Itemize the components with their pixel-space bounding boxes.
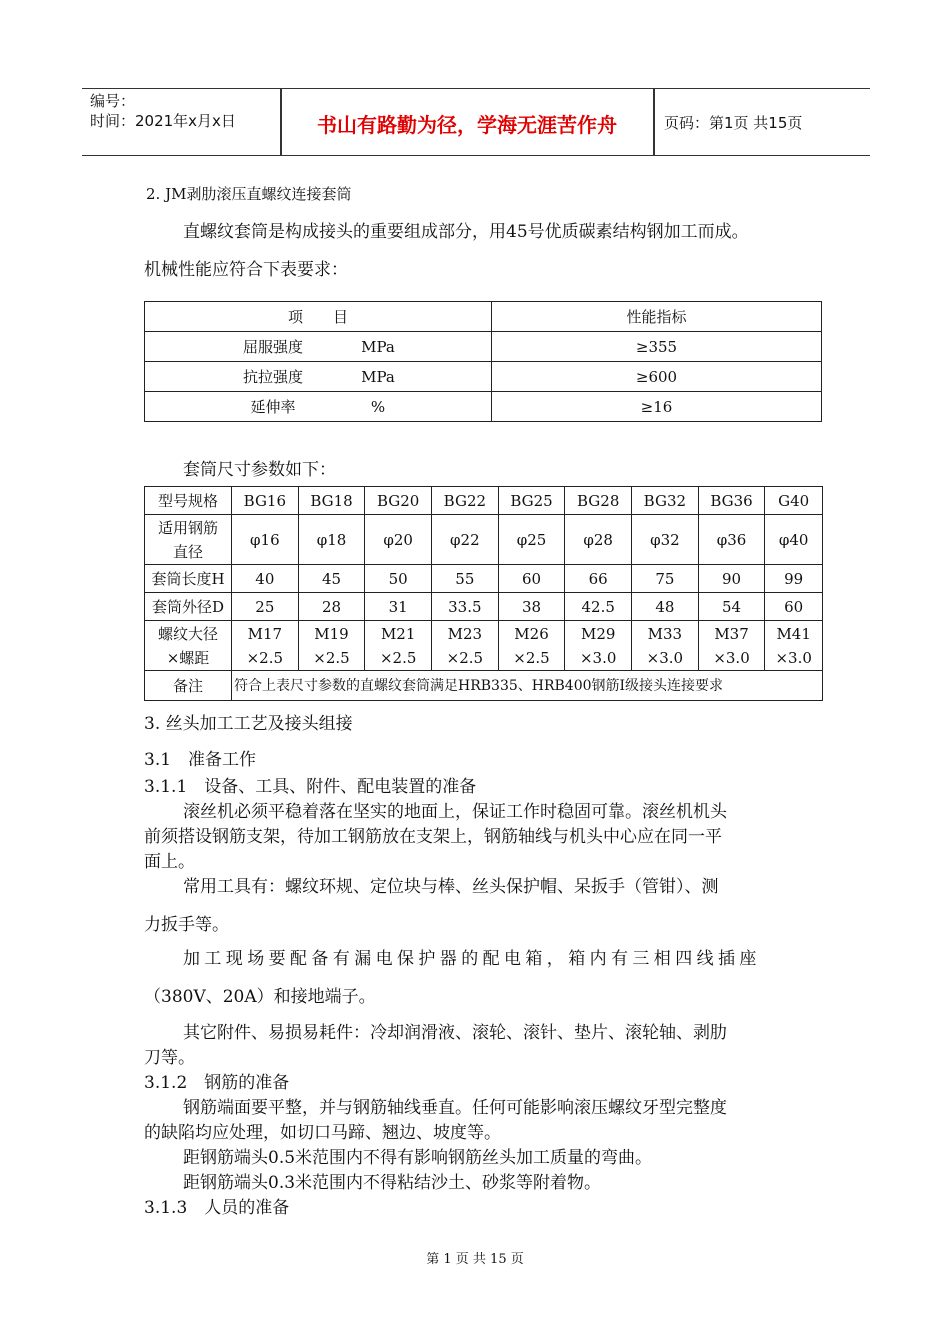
- row-label: 套筒外径D: [145, 593, 232, 621]
- table-cell: 31: [365, 593, 432, 621]
- table-row: [145, 332, 822, 362]
- thread-size: M26: [514, 624, 549, 643]
- table-header-cell: BG32: [632, 487, 699, 515]
- table-header-cell: BG22: [432, 487, 499, 515]
- paragraph-line: 加工现场要配备有漏电保护器的配电箱，箱内有三相四线插座: [183, 949, 761, 969]
- table-row: [145, 565, 823, 593]
- row-label-line: 适用钢筋: [157, 518, 218, 537]
- table-cell: φ20: [365, 515, 432, 565]
- table-row: [145, 515, 823, 565]
- table-cell: 45: [298, 565, 365, 593]
- paragraph-line: 常用工具有：螺纹环规、定位块与棒、丝头保护帽、呆扳手（管钳）、测: [183, 877, 719, 897]
- thread-size: M29: [580, 624, 616, 643]
- header-meta: [90, 91, 236, 131]
- table-cell: 66: [565, 565, 632, 593]
- header-page-code: 页码：第1页 共15页: [664, 114, 803, 132]
- table-cell: ≥355: [492, 332, 822, 362]
- thread-size: M37: [714, 624, 749, 643]
- table-cell: φ28: [565, 515, 632, 565]
- table-header-cell: 性能指标: [492, 302, 822, 332]
- table-cell: φ16: [232, 515, 299, 565]
- table-cell: [565, 621, 632, 671]
- table-header-cell: BG28: [565, 487, 632, 515]
- table-header-cell: BG25: [498, 487, 565, 515]
- property-unit: %: [370, 398, 386, 416]
- thread-pitch: ×2.5: [446, 648, 484, 667]
- paragraph-line: 机械性能应符合下表要求：: [144, 260, 348, 280]
- thread-pitch: ×2.5: [313, 648, 350, 667]
- table-cell: [432, 621, 499, 671]
- subsection-title: 3.1 准备工作: [144, 750, 257, 770]
- thread-size: M19: [314, 624, 349, 643]
- table-cell: [145, 332, 492, 362]
- paragraph-line: 力扳手等。: [144, 915, 229, 935]
- table-header-row: [145, 487, 823, 515]
- table-header-cell: G40: [765, 487, 823, 515]
- subsection-title: 3.1.3 人员的准备: [144, 1198, 290, 1218]
- table-row: [145, 671, 823, 701]
- row-label-line: 直径: [172, 542, 203, 561]
- table-row: [145, 593, 823, 621]
- thread-pitch: ×3.0: [713, 648, 750, 667]
- table-cell: φ22: [432, 515, 499, 565]
- paragraph-line: 前须搭设钢筋支架，待加工钢筋放在支架上，钢筋轴线与机头中心应在同一平: [144, 827, 722, 847]
- table-cell: [498, 621, 565, 671]
- table-cell: [632, 621, 699, 671]
- section-3-title: 3. 丝头加工工艺及接头组接: [144, 714, 353, 734]
- thread-size: M23: [447, 624, 483, 643]
- thread-pitch: ×2.5: [246, 648, 284, 667]
- paragraph-line: 直螺纹套筒是构成接头的重要组成部分，用45号优质碳素结构钢加工而成。: [183, 222, 749, 242]
- document-header: [82, 88, 870, 156]
- table-cell: [232, 621, 299, 671]
- thread-size: M21: [380, 624, 416, 643]
- table-header-cell: BG20: [365, 487, 432, 515]
- paragraph-line: 刀等。: [144, 1048, 195, 1068]
- thread-size: M41: [776, 624, 811, 643]
- thread-pitch: ×3.0: [646, 648, 684, 667]
- table-header-cell: 项 目: [145, 302, 492, 332]
- table-cell: [765, 621, 823, 671]
- table-cell: 55: [432, 565, 499, 593]
- paragraph-line: 面上。: [144, 852, 195, 872]
- table-cell: 90: [698, 565, 765, 593]
- table-row: [145, 362, 822, 392]
- subsection-title: 3.1.1 设备、工具、附件、配电装置的准备: [144, 777, 477, 797]
- table-cell: [298, 621, 365, 671]
- property-unit: MPa: [361, 368, 395, 386]
- dimensions-table: [144, 486, 823, 701]
- row-label-line: ×螺距: [166, 648, 210, 667]
- table-header-row: [145, 302, 822, 332]
- table-cell: 25: [232, 593, 299, 621]
- table-cell: 60: [765, 593, 823, 621]
- page-footer: 第 1 页 共 15 页: [426, 1252, 524, 1267]
- performance-table: [144, 301, 822, 422]
- row-label: [145, 621, 232, 671]
- table-header-cell: BG18: [298, 487, 365, 515]
- paragraph-line: 钢筋端面要平整，并与钢筋轴线垂直。任何可能影响滚压螺纹牙型完整度: [183, 1098, 727, 1118]
- row-label: 备注: [145, 671, 232, 701]
- paragraph-line: 套筒尺寸参数如下：: [183, 460, 336, 480]
- table-cell: 38: [498, 593, 565, 621]
- subsection-title: 3.1.2 钢筋的准备: [144, 1073, 290, 1093]
- thread-pitch: ×2.5: [513, 648, 550, 667]
- table-cell: [698, 621, 765, 671]
- table-cell: φ32: [632, 515, 699, 565]
- time-label: 时间：2021年x月x日: [90, 112, 236, 130]
- table-cell: 99: [765, 565, 823, 593]
- header-motto: 书山有路勤为径，学海无涯苦作舟: [317, 113, 617, 137]
- table-cell: φ25: [498, 515, 565, 565]
- property-name: 屈服强度: [242, 338, 303, 356]
- table-cell: 28: [298, 593, 365, 621]
- thread-pitch: ×3.0: [775, 648, 812, 667]
- thread-size: M17: [247, 624, 283, 643]
- property-name: 延伸率: [250, 398, 296, 416]
- table-cell: ≥16: [492, 392, 822, 422]
- paragraph-line: 其它附件、易损易耗件：冷却润滑液、滚轮、滚针、垫片、滚轮轴、剥肋: [183, 1023, 727, 1043]
- table-cell: [145, 362, 492, 392]
- table-header-cell: BG16: [232, 487, 299, 515]
- table-cell: φ18: [298, 515, 365, 565]
- table-cell: 40: [232, 565, 299, 593]
- note-cell: 符合上表尺寸参数的直螺纹套筒满足HRB335、HRB400钢筋Ⅰ级接头连接要求: [232, 671, 823, 701]
- section-2-title: 2. JM剥肋滚压直螺纹连接套筒: [146, 185, 352, 203]
- paragraph-line: 的缺陷均应处理，如切口马蹄、翘边、坡度等。: [144, 1123, 501, 1143]
- property-unit: MPa: [361, 338, 395, 356]
- table-cell: φ40: [765, 515, 823, 565]
- table-cell: [145, 392, 492, 422]
- table-cell: 50: [365, 565, 432, 593]
- table-cell: 54: [698, 593, 765, 621]
- thread-pitch: ×2.5: [379, 648, 417, 667]
- table-cell: ≥600: [492, 362, 822, 392]
- table-cell: 60: [498, 565, 565, 593]
- header-divider: [653, 89, 655, 155]
- table-cell: 75: [632, 565, 699, 593]
- paragraph-line: 距钢筋端头0.5米范围内不得有影响钢筋丝头加工质量的弯曲。: [183, 1148, 653, 1168]
- table-header-cell: BG36: [698, 487, 765, 515]
- paragraph-line: 滚丝机必须平稳着落在坚实的地面上，保证工作时稳固可靠。滚丝机机头: [183, 802, 727, 822]
- table-cell: [365, 621, 432, 671]
- row-label: [145, 515, 232, 565]
- property-name: 抗拉强度: [242, 368, 303, 386]
- table-cell: 42.5: [565, 593, 632, 621]
- table-row: [145, 392, 822, 422]
- row-label-line: 螺纹大径: [157, 624, 218, 643]
- table-cell: φ36: [698, 515, 765, 565]
- paragraph-line: 距钢筋端头0.3米范围内不得粘结沙土、砂浆等附着物。: [183, 1173, 602, 1193]
- paragraph-line: （380V、20A）和接地端子。: [144, 987, 376, 1007]
- table-header-cell: 型号规格: [145, 487, 232, 515]
- thread-size: M33: [647, 624, 683, 643]
- table-cell: 48: [632, 593, 699, 621]
- number-label: 编号：: [90, 92, 136, 110]
- table-row: [145, 621, 823, 671]
- table-cell: 33.5: [432, 593, 499, 621]
- thread-pitch: ×3.0: [579, 648, 617, 667]
- row-label: 套筒长度H: [145, 565, 232, 593]
